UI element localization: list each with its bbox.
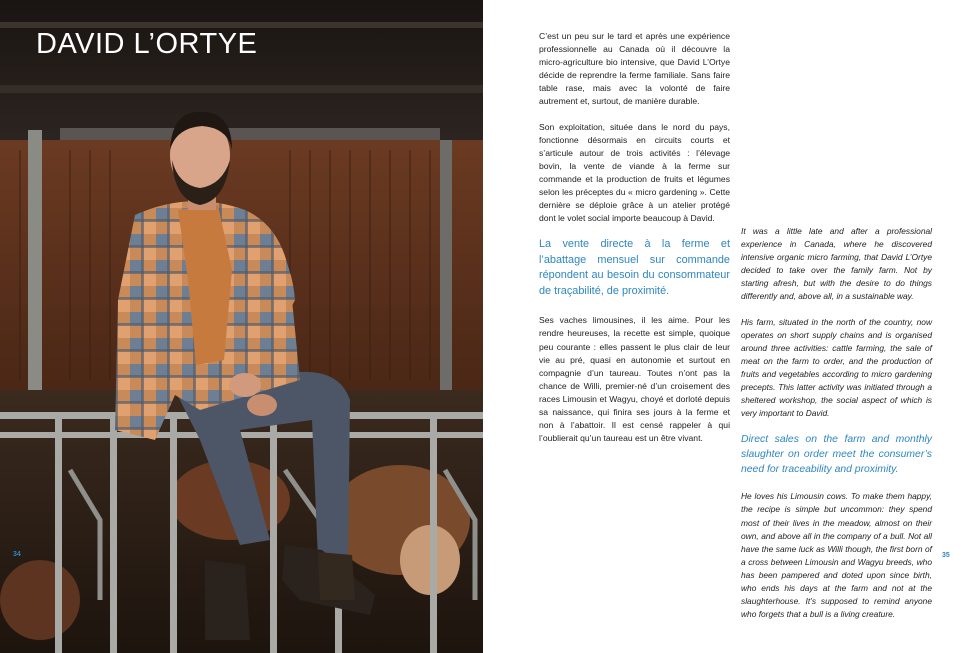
french-text-column [539,30,730,457]
french-paragraph-1: C’est un peu sur le tard et après une expérience professionnelle au Canada où il découvre la micro-agriculture bio intensive, que David L’Ortye décide de reprendre la ferme familiale. Sans faire table rase, mais avec la volonté de faire autrement et, surtout, de manière durable. [539,31,730,107]
english-text-column [741,225,932,633]
page-title: DAVID L’ORTYE [36,28,258,60]
english-paragraph-3: He loves his Limousin cows. To make them happy, the recipe is simple but uncommon: they spend most of their lives in the meadow, almost on their own, and above all in the company of a bull. Not all have the same luck as Willi though, the first born of a cross between Limousin and Wagyu breeds, who has been pampered and doted upon since birth, who ends his days at the farm and not at the slaughterhouse. It’s supposed to remind anyone who forgets that a bull is a living creature. [741,491,932,620]
page-number-right: 35 [942,552,950,559]
page-number-left: 34 [13,551,21,558]
english-pull-quote: Direct sales on the farm and monthly slaughter on order meet the consumer’s need for traceability and proximity. [741,434,932,476]
french-pull-quote: La vente directe à la ferme et l’abattage mensuel sur commande répondent au besoin du consommateur de traçabilité, de proximité. [539,238,730,297]
french-paragraph-3: Ses vaches limousines, il les aime. Pour les rendre heureuses, la recette est simple, quoique peu courante : elles passent le plus clair de leur vie au pré, quasi en autonomie et surtout en compagnie d’un taureau. Toutes n’ont pas la chance de Willi, premier-né d’un croisement des races Limousin et Wagyu, choyé et dorloté depuis sa naissance, qui finira ses jours à la ferme et non à l’abattoir. Il est censé rappeler à qui l’oublierait qu’un taureau est un être vivant. [539,315,730,444]
english-paragraph-2: His farm, situated in the north of the country, now operates on short supply chains and is organised around three activities: cattle farming, the sale of meat on the farm to order, and the production of fruits and vegetables according to micro gardening precepts. This latter activity was initiated through a sheltered workshop, the social aspect of which is very important to David. [741,316,932,419]
english-paragraph-1: It was a little late and after a professional experience in Canada, where he discovered intensive organic micro farming, that David L’Ortye decided to take over the family farm. Not by starting afresh, but with the desire to do things differently and, above all, in a sustainable way. [741,226,932,302]
french-paragraph-2: Son exploitation, située dans le nord du pays, fonctionne désormais en circuits courts et s’articule autour de trois activités : l’élevage bovin, la vente de viande à la ferme sur commande et la production de fruits et légumes selon les préceptes du « micro gardening ». Cette dernière se déploie grâce à un atelier protégé dont le volet social importe beaucoup à David. [539,121,730,224]
